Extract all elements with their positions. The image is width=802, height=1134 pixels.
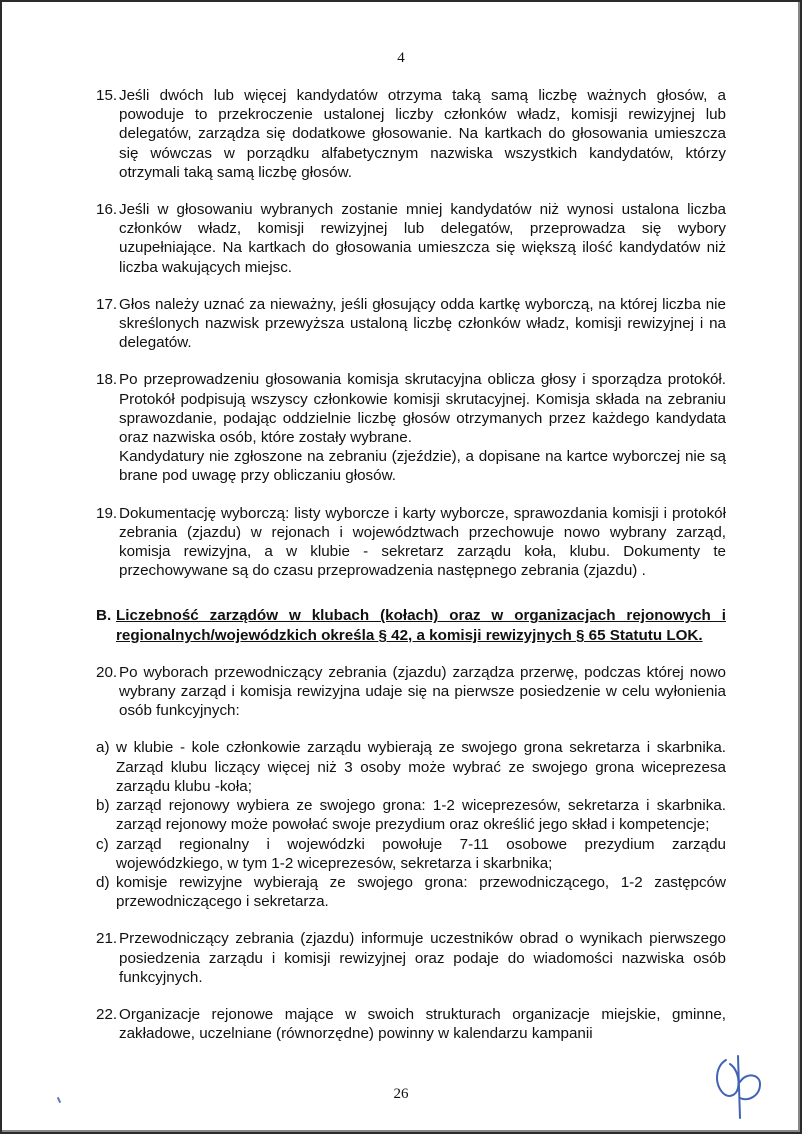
- point-number: 20.: [96, 663, 118, 681]
- subitem-b: [96, 796, 726, 834]
- section-title: Liczebność zarządów w klubach (kołach) oraz w organizacjach rejonowych i regionalnych/wojewódzkich określa § 42, a komisji rewizyjnych § 65 Statutu LOK.: [116, 607, 726, 644]
- point-18: [96, 370, 726, 485]
- section-letter: B.: [96, 607, 112, 625]
- point-22: [96, 1005, 726, 1043]
- subitem-text: zarząd regionalny i wojewódzki powołuje 7-11 osobowe prezydium zarządu wojewódzkiego, w tym 1-2 wiceprezesów, sekretarza i skarbnika;: [116, 835, 726, 872]
- section-b-heading: [96, 606, 726, 644]
- point-19: [96, 504, 726, 581]
- subitem-letter: c): [96, 835, 109, 853]
- point-text: Dokumentację wyborczą: listy wyborcze i karty wyborcze, sprawozdania komisji i protokół zebrania (zjazdu) w rejonach i województwach przechowuje nowo wybrany zarząd, komisja rewizyjna, a w klubie - sekretarz zarządu koła, klubu. Dokumenty te przechowywane są do czasu przeprowadzenia następnego zebrania (zjazdu) .: [119, 504, 726, 580]
- signature-icon: [710, 1052, 766, 1122]
- subitem-letter: a): [96, 739, 110, 757]
- subitem-text: komisje rewizyjne wybierają ze swojego grona: przewodniczącego, 1-2 zastępców przewodniczącego i sekretarza.: [116, 873, 726, 911]
- point-text: Głos należy uznać za nieważny, jeśli głosujący odda kartkę wyborczą, na której liczba nie skreślonych nazwisk przewyższa ustaloną liczbę członków władz, komisji rewizyjnej i na delegatów.: [119, 295, 726, 352]
- point-text: Organizacje rejonowe mające w swoich strukturach organizacje miejskie, gminne, zakładowe, uczelniane (równorzędne) powinny w kalendarzu kampanii: [119, 1005, 726, 1043]
- point-17: [96, 295, 726, 353]
- point-15: [96, 86, 726, 182]
- point-text: Przewodniczący zebrania (zjazdu) informuje uczestników obrad o wynikach pierwszego posiedzenia zarządu i komisji rewizyjnej oraz podaje do wiadomości nazwiska osób funkcyjnych.: [119, 930, 726, 986]
- point-21: [96, 929, 726, 987]
- point-number: 19.: [96, 504, 118, 522]
- subitem-list: [96, 738, 726, 911]
- page-number-footer: 26: [393, 1086, 409, 1102]
- subitem-a: [96, 738, 726, 796]
- point-text: Po wyborach przewodniczący zebrania (zjazdu) zarządza przerwę, podczas której nowo wybrany zarząd i komisja rewizyjna udaje się na pierwsze posiedzenie w celu wyłonienia osób funkcyjnych:: [119, 663, 726, 720]
- point-number: 16.: [96, 201, 118, 219]
- subitem-text: zarząd rejonowy wybiera ze swojego grona: 1-2 wiceprezesów, sekretarza i skarbnika. zarząd rejonowy może powołać swoje prezydium oraz określić jego skład i kompetencje;: [116, 797, 726, 834]
- point-number: 15.: [96, 87, 118, 104]
- point-number: 22.: [96, 1005, 118, 1023]
- point-number: 21.: [96, 930, 118, 948]
- subitem-c: [96, 835, 726, 873]
- subitem-d: [96, 873, 726, 911]
- page-number-top: 4: [397, 50, 405, 66]
- subitem-letter: d): [96, 873, 110, 891]
- point-text: Jeśli w głosowaniu wybranych zostanie mniej kandydatów niż wynosi ustalona liczba członków władz, komisji rewizyjnej lub delegatów, przeprowadza się wybory uzupełniające. Na kartkach do głosowania umieszcza się większą ilość kandydatów niż liczba wakujących miejsc.: [119, 201, 726, 276]
- point-text: Jeśli dwóch lub więcej kandydatów otrzyma taką samą liczbę ważnych głosów, a powoduje to przekroczenie ustalonej liczby członków władz, komisji rewizyjnej lub delegatów, zarządza się dodatkowe głosowanie. Na kartkach do głosowania umieszcza się wówczas w porządku alfabetycznym nazwiska wszystkich kandydatów, którzy otrzymali taką samą liczbę głosów.: [119, 87, 726, 181]
- subitem-letter: b): [96, 797, 110, 815]
- subitem-text: w klubie - kole członkowie zarządu wybierają ze swojego grona sekretarza i skarbnika. Zarząd klubu liczący więcej niż 3 osoby może wybrać ze swojego grona wiceprezesa zarządu klubu -koła;: [116, 739, 726, 795]
- point-text: Po przeprowadzeniu głosowania komisja skrutacyjna oblicza głosy i sporządza protokół. Protokół podpisują wszyscy członkowie komisji skrutacyjnej. Komisja składa na zebraniu sprawozdanie, podając oddzielnie liczbę głosów otrzymanych przez każdego kandydata oraz nazwiska osób, które zostały wybrane.: [119, 371, 726, 447]
- point-text-continuation: Kandydatury nie zgłoszone na zebraniu (zjeździe), a dopisane na kartce wyborczej nie są brane pod uwagę przy obliczaniu głosów.: [119, 448, 726, 485]
- document-body: [96, 86, 726, 1061]
- point-16: [96, 200, 726, 277]
- point-number: 17.: [96, 295, 118, 313]
- point-number: 18.: [96, 371, 118, 389]
- point-20: [96, 663, 726, 721]
